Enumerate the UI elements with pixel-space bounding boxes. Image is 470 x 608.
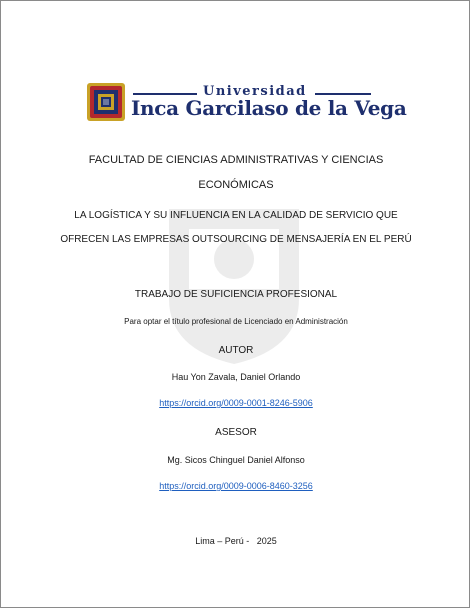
advisor-heading: ASESOR bbox=[215, 427, 257, 438]
author-orcid-link[interactable]: https://orcid.org/0009-0001-8246-5906 bbox=[159, 398, 313, 408]
logo-rule-right bbox=[315, 93, 371, 95]
advisor-orcid-link-row bbox=[1, 481, 470, 491]
logo-rule-left bbox=[133, 93, 197, 95]
logo-university-name: Inca Garcilaso de la Vega bbox=[131, 96, 407, 120]
author-name: Hau Yon Zavala, Daniel Orlando bbox=[171, 372, 301, 382]
author-orcid-link-row bbox=[1, 398, 470, 408]
thesis-title-line-2: OFRECEN LAS EMPRESAS OUTSOURCING DE MENSAJERÍA EN EL PERÚ bbox=[60, 234, 412, 245]
university-crest-icon bbox=[87, 83, 125, 121]
author-heading: AUTOR bbox=[218, 345, 254, 356]
place-date: Lima – Perú - 2025 bbox=[195, 536, 277, 546]
university-crest-watermark bbox=[159, 199, 309, 369]
university-logo bbox=[87, 83, 407, 123]
logo-universidad-text: Universidad bbox=[203, 84, 307, 99]
advisor-name: Mg. Sicos Chinguel Daniel Alfonso bbox=[167, 455, 305, 465]
advisor-orcid-link[interactable]: https://orcid.org/0009-0006-8460-3256 bbox=[159, 481, 313, 491]
faculty-line-2: ECONÓMICAS bbox=[198, 179, 274, 191]
work-type: TRABAJO DE SUFICIENCIA PROFESIONAL bbox=[134, 289, 338, 300]
faculty-line-1: FACULTAD DE CIENCIAS ADMINISTRATIVAS Y CIENCIAS bbox=[88, 154, 384, 166]
thesis-title-line-1: LA LOGÍSTICA Y SU INFLUENCIA EN LA CALIDAD DE SERVICIO QUE bbox=[74, 210, 398, 221]
degree-text: Para optar el título profesional de Licenciado en Administración bbox=[124, 317, 348, 326]
